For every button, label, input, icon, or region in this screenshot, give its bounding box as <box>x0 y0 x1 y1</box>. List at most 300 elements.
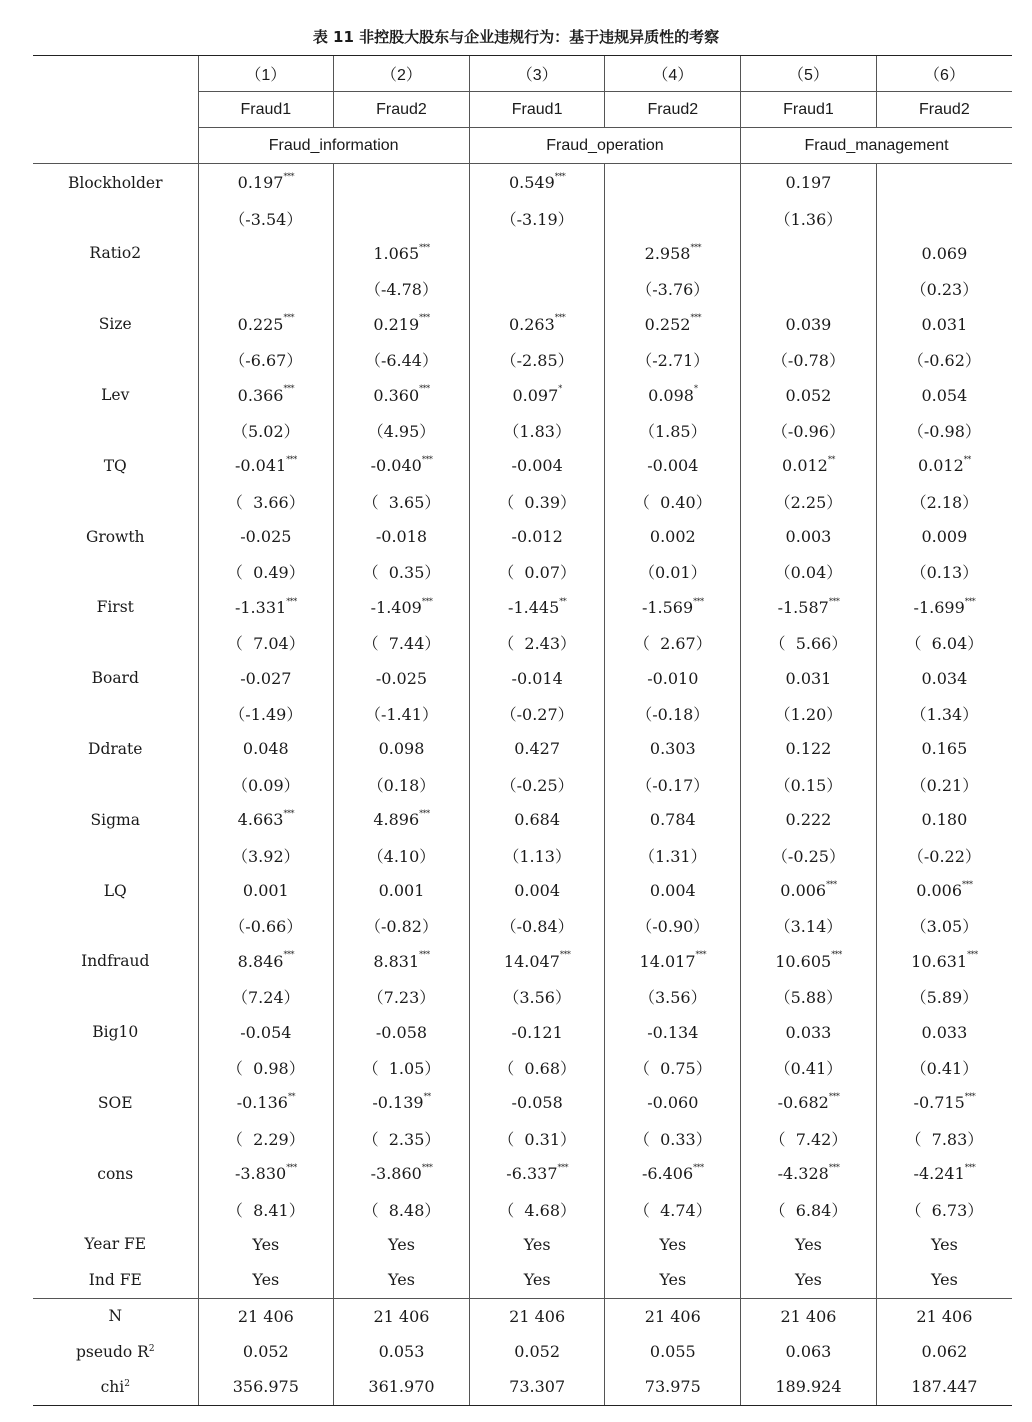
coef-value: 10.631 <box>911 951 968 971</box>
header-col-numbers-row <box>33 56 1012 92</box>
tstat-cell: （ 6.73） <box>876 1191 1012 1226</box>
coef-cell <box>469 1156 605 1191</box>
coef-row <box>33 731 1012 766</box>
tstat-cell: （ 0.49） <box>198 554 334 589</box>
tstat-cell: （0.41） <box>876 1050 1012 1085</box>
coef-value: 4.663 <box>237 810 284 830</box>
significance-stars: *** <box>693 596 704 606</box>
coef-value: -6.337 <box>506 1164 558 1184</box>
significance-stars: *** <box>283 313 294 323</box>
coef-cell <box>469 164 605 201</box>
coef-value: 0.012 <box>917 456 964 476</box>
tstat-cell: （-0.18） <box>605 696 741 731</box>
stat-value: 0.062 <box>876 1334 1012 1369</box>
coef-value: -0.040 <box>370 456 422 476</box>
tstat-row <box>33 413 1012 448</box>
coef-value: -0.004 <box>647 456 699 476</box>
tstat-cell: （ 7.44） <box>334 625 470 660</box>
fe-value: Yes <box>876 1262 1012 1298</box>
coef-cell <box>876 944 1012 979</box>
tstat-cell: （ 0.68） <box>469 1050 605 1085</box>
dep-var-label: Fraud1 <box>198 92 334 128</box>
significance-stars: *** <box>419 808 430 818</box>
tstat-cell: （1.34） <box>876 696 1012 731</box>
coef-value: -0.682 <box>777 1093 829 1113</box>
coef-cell <box>876 1156 1012 1191</box>
coef-row <box>33 236 1012 271</box>
significance-stars: *** <box>831 950 842 960</box>
coef-value: 0.122 <box>785 739 832 759</box>
coef-value: -1.699 <box>913 597 965 617</box>
coef-cell <box>198 1156 334 1191</box>
tstat-cell: （ 0.31） <box>469 1121 605 1156</box>
coef-value: 0.222 <box>785 810 832 830</box>
tstat-row <box>33 1121 1012 1156</box>
coef-row <box>33 660 1012 695</box>
coef-value: -1.569 <box>641 597 694 617</box>
stat-value: 0.052 <box>469 1334 605 1369</box>
significance-stars: *** <box>286 1162 297 1172</box>
coef-value: -4.328 <box>777 1164 829 1184</box>
coef-cell <box>741 164 877 201</box>
tstat-cell: （ 7.83） <box>876 1121 1012 1156</box>
coef-value: 4.896 <box>373 810 420 830</box>
tstat-cell: （0.09） <box>198 767 334 802</box>
fe-value: Yes <box>741 1227 877 1262</box>
coef-cell <box>876 873 1012 908</box>
tstat-row <box>33 554 1012 589</box>
coef-value: -0.136 <box>236 1093 288 1113</box>
coef-cell <box>469 307 605 342</box>
coef-row <box>33 944 1012 979</box>
coef-value: 0.031 <box>785 668 832 688</box>
tstat-row <box>33 484 1012 519</box>
tstat-cell: （7.24） <box>198 979 334 1014</box>
coef-cell <box>334 448 470 483</box>
coef-value: 0.033 <box>785 1022 832 1042</box>
tstat-cell: （-0.96） <box>741 413 877 448</box>
significance-stars: *** <box>283 950 294 960</box>
tstat-cell: （0.13） <box>876 554 1012 589</box>
col-number: （5） <box>741 56 877 92</box>
coef-value: 0.034 <box>921 668 968 688</box>
significance-stars: *** <box>419 313 430 323</box>
stat-value: 21 406 <box>198 1298 334 1334</box>
tstat-cell <box>605 200 741 235</box>
coef-cell <box>605 1156 741 1191</box>
stat-value: 0.053 <box>334 1334 470 1369</box>
coef-cell <box>469 448 605 483</box>
coef-cell <box>334 590 470 625</box>
coef-cell <box>605 164 741 201</box>
stat-label <box>33 1369 198 1405</box>
tstat-cell <box>741 271 877 306</box>
table-title: 表 11 非控股大股东与企业违规行为：基于违规异质性的考察 <box>312 28 720 46</box>
stat-value: 189.924 <box>741 1369 877 1405</box>
coef-cell <box>876 1014 1012 1049</box>
coef-value: 0.366 <box>237 385 284 405</box>
dep-var-label: Fraud1 <box>469 92 605 128</box>
coef-value: 0.033 <box>921 1022 968 1042</box>
tstat-cell: （ 2.29） <box>198 1121 334 1156</box>
coef-cell <box>198 377 334 412</box>
tstat-row <box>33 200 1012 235</box>
tstat-cell: （ 0.39） <box>469 484 605 519</box>
tstat-cell: （ 7.04） <box>198 625 334 660</box>
coef-cell <box>741 236 877 271</box>
coef-cell <box>469 236 605 271</box>
tstat-cell: （ 0.33） <box>605 1121 741 1156</box>
tstat-cell: （ 0.98） <box>198 1050 334 1085</box>
tstat-cell: （ 3.65） <box>334 484 470 519</box>
tstat-cell: （ 7.42） <box>741 1121 877 1156</box>
coef-cell <box>741 448 877 483</box>
significance-stars: *** <box>286 596 297 606</box>
coef-cell <box>334 731 470 766</box>
coef-value: -3.830 <box>234 1164 287 1184</box>
significance-stars: ** <box>423 1092 431 1102</box>
coef-value: 0.004 <box>649 881 696 900</box>
significance-stars: *** <box>557 1162 568 1172</box>
tstat-cell: （-0.90） <box>605 908 741 943</box>
significance-stars: *** <box>964 1092 976 1102</box>
coef-cell <box>605 660 741 695</box>
tstat-cell: （ 2.35） <box>334 1121 470 1156</box>
coef-value: 0.006 <box>780 881 827 900</box>
tstat-cell: （ 8.41） <box>198 1191 334 1226</box>
coef-cell <box>198 519 334 554</box>
coef-value: -1.445 <box>508 597 560 617</box>
tstat-cell: （-0.82） <box>334 908 470 943</box>
coef-value: -0.121 <box>511 1022 563 1042</box>
fe-value: Yes <box>198 1262 334 1298</box>
dep-var-label: Fraud2 <box>605 92 741 128</box>
tstat-cell: （ 1.05） <box>334 1050 470 1085</box>
tstat-cell: （1.36） <box>741 200 877 235</box>
tstat-cell <box>198 271 334 306</box>
coef-cell <box>469 731 605 766</box>
coef-row <box>33 873 1012 908</box>
coef-value: 2.958 <box>644 243 691 263</box>
variable-name: First <box>96 598 134 617</box>
coef-value: -0.715 <box>913 1093 965 1113</box>
coef-cell <box>198 236 334 271</box>
tstat-cell: （1.13） <box>469 837 605 872</box>
coef-row <box>33 519 1012 554</box>
coef-value: 0.360 <box>373 385 420 405</box>
fe-label: Year FE <box>84 1235 147 1254</box>
tstat-cell: （-0.25） <box>741 837 877 872</box>
stat-value: 0.063 <box>741 1334 877 1369</box>
coef-cell <box>741 1085 877 1120</box>
col-number: （1） <box>198 56 334 92</box>
significance-stars: *** <box>283 808 294 818</box>
fe-value: Yes <box>469 1262 605 1298</box>
tstat-cell: （-0.62） <box>876 342 1012 377</box>
coef-cell <box>469 590 605 625</box>
coef-cell <box>876 307 1012 342</box>
significance-stars: *** <box>554 171 566 181</box>
coef-value: 0.427 <box>514 739 561 759</box>
stat-value: 73.307 <box>469 1369 605 1405</box>
significance-stars: *** <box>828 596 840 606</box>
coef-cell <box>605 519 741 554</box>
col-number: （4） <box>605 56 741 92</box>
significance-stars: ** <box>827 454 835 464</box>
coef-value: 0.039 <box>785 314 832 334</box>
significance-stars: *** <box>828 1162 840 1172</box>
fe-value: Yes <box>334 1262 470 1298</box>
tstat-cell: （ 0.75） <box>605 1050 741 1085</box>
coef-cell <box>469 377 605 412</box>
tstat-cell: （0.01） <box>605 554 741 589</box>
tstat-cell: （-6.67） <box>198 342 334 377</box>
coef-value: -0.010 <box>647 668 699 688</box>
coef-cell <box>198 873 334 908</box>
variable-name: Ddrate <box>88 739 143 758</box>
coef-cell <box>741 873 877 908</box>
variable-name: cons <box>97 1164 134 1183</box>
coef-cell <box>876 660 1012 695</box>
coef-cell <box>605 873 741 908</box>
coef-cell <box>334 660 470 695</box>
dep-var-label: Fraud2 <box>334 92 470 128</box>
significance-stars: *** <box>286 454 297 464</box>
variable-name: LQ <box>103 881 127 900</box>
fe-value: Yes <box>605 1227 741 1262</box>
fe-value: Yes <box>876 1227 1012 1262</box>
variable-name: SOE <box>97 1093 133 1112</box>
coef-value: 0.197 <box>785 173 832 193</box>
coef-value: 0.197 <box>237 173 284 193</box>
coef-cell <box>605 448 741 483</box>
tstat-row <box>33 1050 1012 1085</box>
coef-cell <box>605 590 741 625</box>
coef-cell <box>876 448 1012 483</box>
stat-row <box>33 1369 1012 1405</box>
coef-value: -0.012 <box>511 527 563 547</box>
coef-value: 0.263 <box>508 314 555 334</box>
tstat-cell: （-3.54） <box>198 200 334 235</box>
coef-cell <box>334 164 470 201</box>
coef-cell <box>876 519 1012 554</box>
fe-label: Ind FE <box>88 1270 142 1289</box>
coef-value: -1.409 <box>370 597 422 617</box>
significance-stars: *** <box>421 1162 433 1172</box>
header-groups-row <box>33 128 1012 164</box>
coef-cell <box>198 448 334 483</box>
coef-value: 14.047 <box>503 951 560 971</box>
coef-row <box>33 1085 1012 1120</box>
coef-cell <box>876 802 1012 837</box>
coef-cell <box>198 660 334 695</box>
tstat-row <box>33 342 1012 377</box>
coef-cell <box>198 307 334 342</box>
coef-value: 0.219 <box>373 314 420 334</box>
variable-name: Sigma <box>90 810 140 829</box>
tstat-cell: （5.88） <box>741 979 877 1014</box>
coef-value: 10.605 <box>775 951 832 971</box>
significance-stars: ** <box>287 1092 295 1102</box>
tstat-cell: （7.23） <box>334 979 470 1014</box>
tstat-cell: （0.18） <box>334 767 470 802</box>
tstat-cell: （ 3.66） <box>198 484 334 519</box>
tstat-cell: （-3.19） <box>469 200 605 235</box>
coef-cell <box>334 377 470 412</box>
tstat-cell: （1.83） <box>469 413 605 448</box>
significance-stars: *** <box>962 879 973 889</box>
stat-label <box>33 1334 198 1369</box>
tstat-cell <box>334 200 470 235</box>
coef-cell <box>605 731 741 766</box>
coef-cell <box>334 1014 470 1049</box>
significance-stars: *** <box>419 384 430 394</box>
tstat-cell: （-2.85） <box>469 342 605 377</box>
stat-value: 21 406 <box>469 1298 605 1334</box>
coef-cell <box>198 944 334 979</box>
coef-value: 0.549 <box>508 173 555 193</box>
tstat-cell: （-3.76） <box>605 271 741 306</box>
stat-value: 21 406 <box>741 1298 877 1334</box>
col-number: （3） <box>469 56 605 92</box>
variable-name: Indfraud <box>81 952 150 971</box>
tstat-cell: （3.56） <box>469 979 605 1014</box>
coef-value: 8.846 <box>237 951 284 971</box>
variable-name: Ratio2 <box>89 244 142 263</box>
fe-value: Yes <box>198 1227 334 1262</box>
coef-cell <box>876 236 1012 271</box>
col-number: （6） <box>876 56 1012 92</box>
variable-name: Lev <box>101 386 130 405</box>
tstat-cell: （ 2.67） <box>605 625 741 660</box>
tstat-cell: （-0.25） <box>469 767 605 802</box>
coef-cell <box>198 1085 334 1120</box>
significance-stars: *** <box>964 1162 976 1172</box>
coef-value: 0.180 <box>921 810 968 830</box>
coef-row <box>33 164 1012 201</box>
fe-value: Yes <box>741 1262 877 1298</box>
col-number: （2） <box>334 56 470 92</box>
coef-cell <box>876 1085 1012 1120</box>
coef-value: -3.860 <box>370 1164 422 1184</box>
tstat-cell: （0.21） <box>876 767 1012 802</box>
tstat-cell: （3.05） <box>876 908 1012 943</box>
coef-value: 0.054 <box>921 385 968 405</box>
fixed-effect-row <box>33 1227 1012 1262</box>
coef-cell <box>741 731 877 766</box>
tstat-cell: （-6.44） <box>334 342 470 377</box>
fe-value: Yes <box>469 1227 605 1262</box>
significance-stars: *** <box>967 950 978 960</box>
tstat-cell: （-0.22） <box>876 837 1012 872</box>
tstat-cell: （5.89） <box>876 979 1012 1014</box>
coef-row <box>33 448 1012 483</box>
tstat-cell: （ 0.35） <box>334 554 470 589</box>
stat-value: 361.970 <box>334 1369 470 1405</box>
coef-cell <box>876 164 1012 201</box>
stat-label-text: N <box>108 1307 123 1326</box>
significance-stars: *** <box>421 596 433 606</box>
coef-value: -6.406 <box>641 1164 694 1184</box>
tstat-row <box>33 837 1012 872</box>
coef-cell <box>198 802 334 837</box>
coef-value: -0.139 <box>372 1093 424 1113</box>
coef-value: -4.241 <box>913 1164 965 1184</box>
coef-value: -0.058 <box>511 1093 563 1113</box>
coef-cell <box>741 1156 877 1191</box>
tstat-cell: （3.92） <box>198 837 334 872</box>
coef-value: 0.031 <box>921 314 968 334</box>
tstat-cell: （-0.78） <box>741 342 877 377</box>
coef-cell <box>469 1085 605 1120</box>
tstat-cell: （ 4.68） <box>469 1191 605 1226</box>
coef-row <box>33 307 1012 342</box>
coef-cell <box>876 377 1012 412</box>
tstat-row <box>33 271 1012 306</box>
variable-name: Blockholder <box>67 173 163 192</box>
coef-cell <box>876 590 1012 625</box>
coef-value: 0.098 <box>648 385 694 405</box>
significance-stars: *** <box>419 242 430 252</box>
coef-value: 0.165 <box>921 739 968 759</box>
significance-stars: *** <box>690 242 701 252</box>
coef-cell <box>334 802 470 837</box>
tstat-cell: （-0.66） <box>198 908 334 943</box>
coef-cell <box>741 944 877 979</box>
tstat-cell: （ 2.43） <box>469 625 605 660</box>
significance-stars: * <box>693 384 698 394</box>
coef-cell <box>605 944 741 979</box>
tstat-cell: （1.31） <box>605 837 741 872</box>
coef-value: 0.012 <box>782 456 828 476</box>
coef-cell <box>605 307 741 342</box>
coef-cell <box>605 1085 741 1120</box>
significance-stars: *** <box>695 950 707 960</box>
coef-value: -0.014 <box>511 668 563 688</box>
significance-stars: *** <box>419 950 430 960</box>
stat-value: 356.975 <box>198 1369 334 1405</box>
coef-value: 14.017 <box>639 951 696 971</box>
coef-value: 0.004 <box>514 881 561 900</box>
significance-stars: * <box>558 384 562 394</box>
stat-label-superscript: 2 <box>124 1378 130 1389</box>
coef-cell <box>605 377 741 412</box>
stat-value: 0.052 <box>198 1334 334 1369</box>
tstat-cell: （0.15） <box>741 767 877 802</box>
coef-value: -0.134 <box>647 1022 699 1042</box>
significance-stars: *** <box>421 454 433 464</box>
coef-cell <box>469 802 605 837</box>
fixed-effect-row <box>33 1262 1012 1298</box>
coef-row <box>33 802 1012 837</box>
stat-value: 73.975 <box>605 1369 741 1405</box>
stat-value: 21 406 <box>876 1298 1012 1334</box>
variable-name: Growth <box>85 527 145 546</box>
coef-value: 0.069 <box>921 243 968 263</box>
tstat-cell: （-0.84） <box>469 908 605 943</box>
stat-label-text: pseudo R <box>75 1342 149 1361</box>
group-label: Fraud_operation <box>469 128 740 164</box>
coef-value: 0.303 <box>649 739 696 759</box>
tstat-cell: （-0.27） <box>469 696 605 731</box>
stat-row <box>33 1298 1012 1334</box>
tstat-cell: （1.85） <box>605 413 741 448</box>
regression-table <box>33 55 1012 1406</box>
coef-value: -0.025 <box>240 527 292 547</box>
stat-value: 21 406 <box>334 1298 470 1334</box>
coef-value: -1.331 <box>234 597 287 617</box>
tstat-row <box>33 696 1012 731</box>
